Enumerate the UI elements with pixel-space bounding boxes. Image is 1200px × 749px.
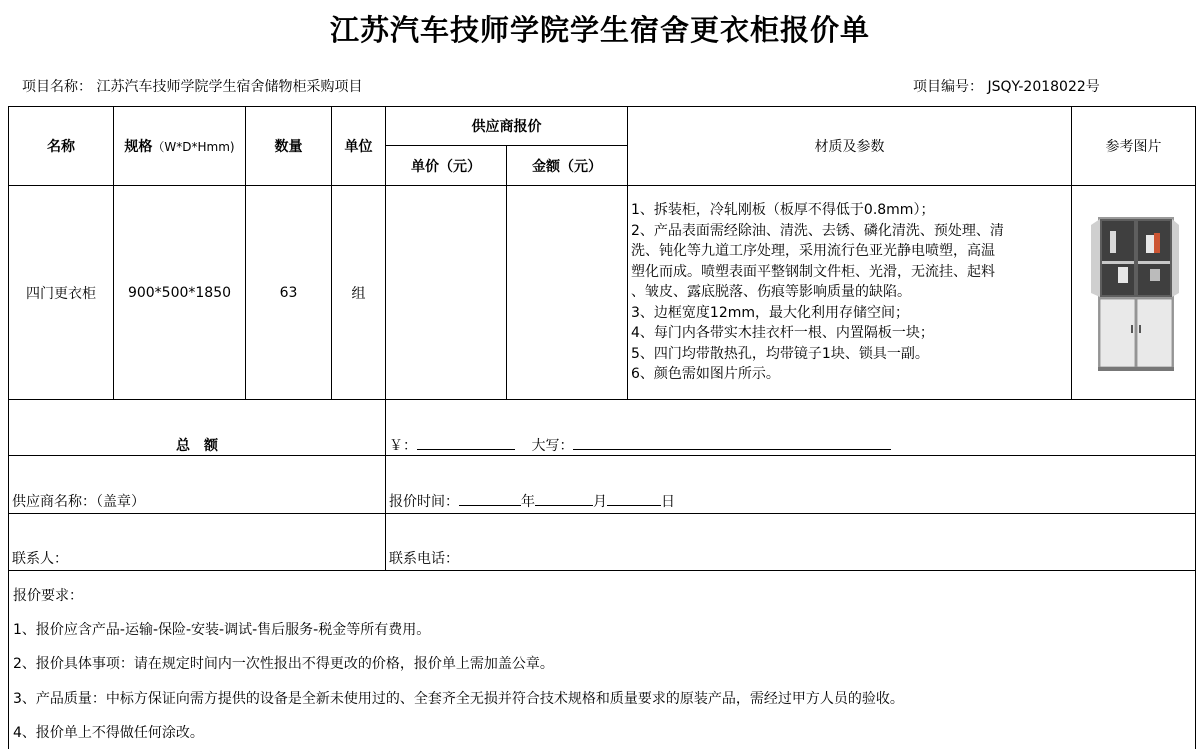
header-material: 材质及参数 xyxy=(628,107,1072,186)
contact-phone-cell[interactable]: 联系电话： xyxy=(386,514,1196,571)
total-amount-cell xyxy=(386,400,1196,456)
cell-spec: 900*500*1850 xyxy=(114,186,246,400)
header-unit: 单位 xyxy=(332,107,386,186)
project-name xyxy=(22,76,362,96)
param-line: 6、颜色需如图片所示。 xyxy=(631,366,780,383)
header-unit-price: 单价（元） xyxy=(386,146,507,186)
year-blank[interactable] xyxy=(459,492,521,506)
header-spec-unit: （W*D*Hmm) xyxy=(152,140,235,154)
param-line: 、皱皮、露底脱落、伤痕等影响质量的缺陷。 xyxy=(631,284,911,301)
yen-blank[interactable] xyxy=(417,436,515,450)
cell-quantity: 63 xyxy=(246,186,332,400)
param-line: 洗、钝化等九道工序处理，采用流行色亚光静电喷塑，高温 xyxy=(631,243,995,260)
requirement-item: 1、报价应含产品-运输-保险-安装-调试-售后服务-税金等所有费用。 xyxy=(13,622,431,639)
requirement-item: 4、报价单上不得做任何涂改。 xyxy=(13,724,204,741)
project-name-label: 项目名称： xyxy=(22,79,92,95)
document-title: 江苏汽车技师学院学生宿舍更衣柜报价单 xyxy=(329,13,870,47)
param-line: 4、每门内各带实木挂衣杆一根、内置隔板一块； xyxy=(631,325,934,342)
cell-unit-price[interactable] xyxy=(386,186,507,400)
param-line: 3、边框宽度12mm，最大化利用存储空间； xyxy=(631,304,909,321)
param-line: 1、拆装柜，冷轧刚板（板厚不得低于0.8mm）； xyxy=(631,202,935,219)
header-reference-image: 参考图片 xyxy=(1072,107,1196,186)
project-name-value: 江苏汽车技师学院学生宿舍储物柜采购项目 xyxy=(96,79,363,95)
day-label: 日 xyxy=(661,494,675,510)
cell-unit: 组 xyxy=(332,186,386,400)
project-number xyxy=(913,76,1100,96)
project-number-value: JSQY-2018022号 xyxy=(987,79,1100,95)
quote-time-cell xyxy=(386,456,1196,514)
header-supplier-quote: 供应商报价 xyxy=(386,107,628,146)
month-blank[interactable] xyxy=(535,492,593,506)
year-label: 年 xyxy=(521,494,535,510)
requirement-item: 2、报价具体事项：请在规定时间内一次性报出不得更改的价格，报价单上需加盖公章。 xyxy=(13,656,554,673)
cell-amount[interactable] xyxy=(507,186,628,400)
month-label: 月 xyxy=(593,494,607,510)
daxie-blank[interactable] xyxy=(573,436,891,450)
header-spec-label: 规格 xyxy=(124,139,153,155)
cell-item-name: 四门更衣柜 xyxy=(9,186,114,400)
param-line: 塑化而成。喷塑表面平整钢制文件柜、光滑，无流挂、起料 xyxy=(631,263,995,280)
param-line: 2、产品表面需经除油、清洗、去锈、磷化清洗、预处理、清 xyxy=(631,222,1004,239)
header-spec xyxy=(114,107,246,186)
header-name: 名称 xyxy=(9,107,114,186)
param-line: 5、四门均带散热孔，均带镜子1块、锁具一副。 xyxy=(631,345,929,362)
quote-time-label: 报价时间： xyxy=(389,494,459,510)
supplier-name-cell[interactable]: 供应商名称：（盖章） xyxy=(9,456,386,514)
header-quantity: 数量 xyxy=(246,107,332,186)
quote-table xyxy=(8,106,1196,749)
cell-reference-image xyxy=(1072,186,1196,400)
daxie-label: 大写： xyxy=(531,438,574,454)
header-amount: 金额（元） xyxy=(507,146,628,186)
total-label: 总 额 xyxy=(9,400,386,456)
contact-person-cell[interactable]: 联系人： xyxy=(9,514,386,571)
project-number-label: 项目编号： xyxy=(913,79,983,95)
yen-label: ￥： xyxy=(389,438,417,454)
day-blank[interactable] xyxy=(607,492,661,506)
requirement-item: 3、产品质量：中标方保证向需方提供的设备是全新未使用过的、全套齐全无损并符合技术规格和质量要求的原装产品，需经过甲方人员的验收。 xyxy=(13,690,904,707)
wardrobe-image xyxy=(1088,213,1180,373)
requirements-section xyxy=(9,571,1196,749)
cell-material-params xyxy=(628,186,1072,400)
requirements-title: 报价要求： xyxy=(13,588,83,604)
